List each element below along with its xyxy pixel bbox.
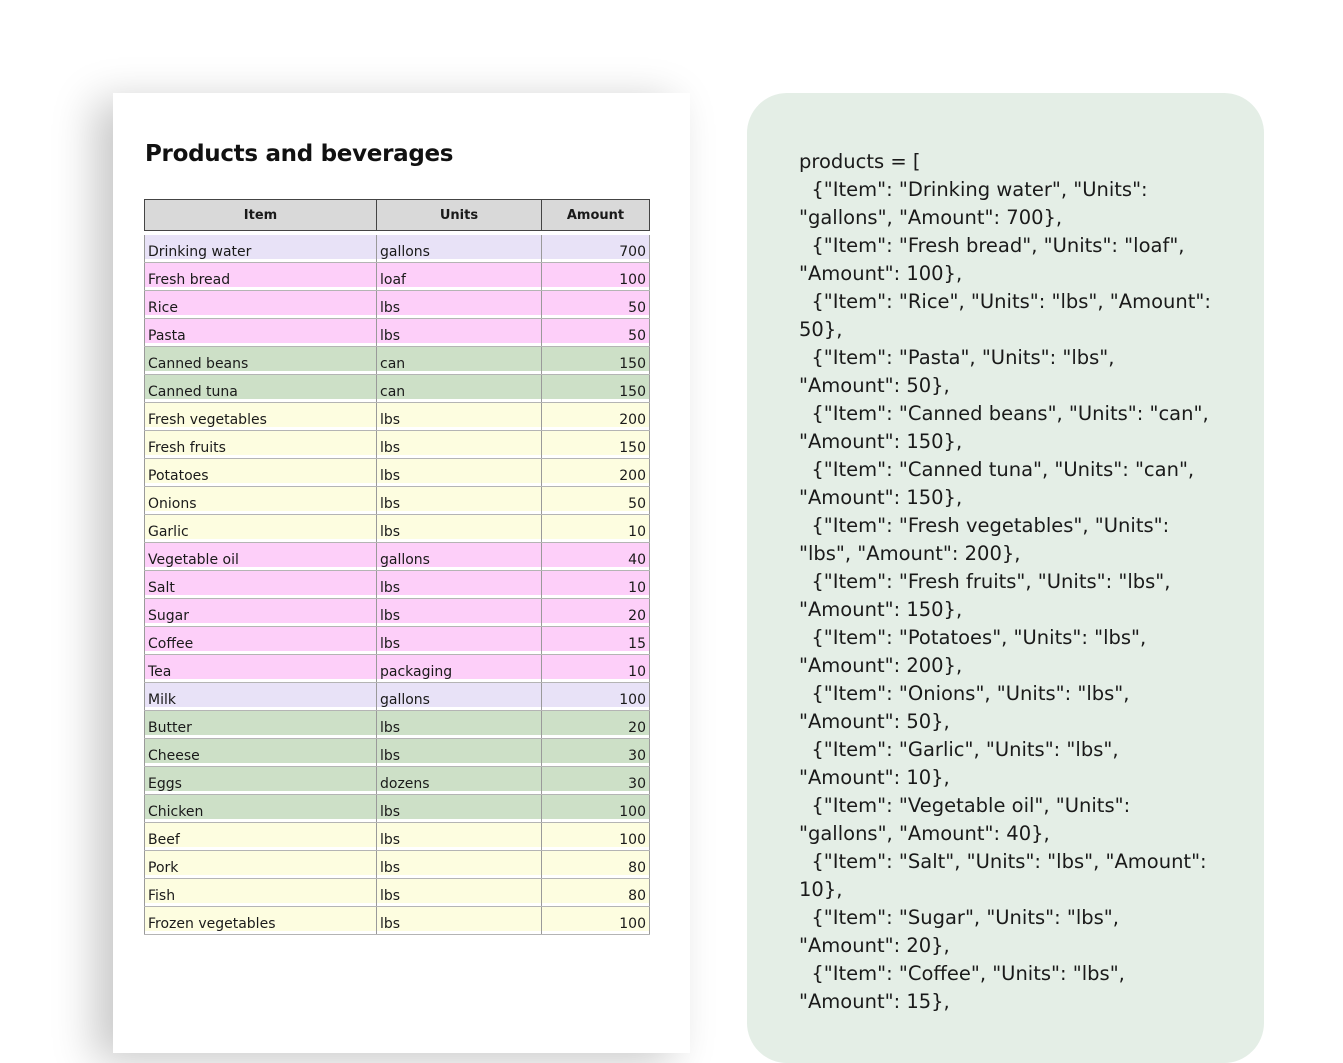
cell-units-text: lbs xyxy=(380,440,401,456)
code-line: "Amount": 200}, xyxy=(799,654,963,677)
code-line: "lbs", "Amount": 200}, xyxy=(799,542,1021,565)
cell-units-text: dozens xyxy=(380,776,430,792)
cell-units[interactable] xyxy=(377,291,542,319)
cell-amount[interactable] xyxy=(542,487,650,515)
code-line: {"Item": "Vegetable oil", "Units": xyxy=(799,794,1131,817)
cell-item-text: Canned beans xyxy=(148,356,249,372)
cell-units-text: lbs xyxy=(380,748,401,764)
table-row xyxy=(145,627,650,655)
cell-item[interactable] xyxy=(145,431,377,459)
cell-amount-text: 10 xyxy=(628,664,646,680)
cell-amount[interactable] xyxy=(542,403,650,431)
code-line: "Amount": 50}, xyxy=(799,374,950,397)
code-line: {"Item": "Drinking water", "Units": xyxy=(799,178,1148,201)
table-row xyxy=(145,403,650,431)
cell-amount-text: 700 xyxy=(619,244,646,260)
code-line: {"Item": "Pasta", "Units": "lbs", xyxy=(799,346,1115,369)
cell-amount-text: 20 xyxy=(628,608,646,624)
cell-units-text: can xyxy=(380,356,406,372)
cell-units[interactable] xyxy=(377,543,542,571)
code-panel xyxy=(747,93,1264,1063)
cell-units[interactable] xyxy=(377,739,542,767)
cell-units[interactable] xyxy=(377,711,542,739)
header-units[interactable]: Units xyxy=(377,200,542,231)
table-row xyxy=(145,515,650,543)
code-line: {"Item": "Fresh fruits", "Units": "lbs", xyxy=(799,570,1171,593)
cell-item-text: Frozen vegetables xyxy=(148,916,276,932)
cell-item[interactable] xyxy=(145,347,377,375)
header-item[interactable]: Item xyxy=(145,200,377,231)
cell-amount[interactable] xyxy=(542,459,650,487)
code-line: "Amount": 100}, xyxy=(799,262,963,285)
cell-item-text: Fish xyxy=(148,888,176,904)
cell-item-text: Eggs xyxy=(148,776,182,792)
cell-amount-text: 10 xyxy=(628,524,646,540)
code-line: products = [ xyxy=(799,150,921,173)
cell-item[interactable] xyxy=(145,291,377,319)
cell-units-text: gallons xyxy=(380,244,430,260)
table-row xyxy=(145,683,650,711)
cell-amount-text: 80 xyxy=(628,888,646,904)
cell-item-text: Pasta xyxy=(148,328,186,344)
code-line: "Amount": 150}, xyxy=(799,430,963,453)
cell-amount-text: 30 xyxy=(628,776,646,792)
cell-item[interactable] xyxy=(145,543,377,571)
table-row xyxy=(145,823,650,851)
code-line: "gallons", "Amount": 700}, xyxy=(799,206,1063,229)
cell-item-text: Milk xyxy=(148,692,176,708)
cell-item[interactable] xyxy=(145,571,377,599)
cell-units-text: lbs xyxy=(380,524,401,540)
cell-item[interactable] xyxy=(145,767,377,795)
table-row xyxy=(145,739,650,767)
cell-item-text: Vegetable oil xyxy=(148,552,239,568)
cell-units-text: lbs xyxy=(380,608,401,624)
cell-amount[interactable] xyxy=(542,711,650,739)
cell-amount[interactable] xyxy=(542,571,650,599)
code-line: {"Item": "Coffee", "Units": "lbs", xyxy=(799,962,1125,985)
cell-item-text: Cheese xyxy=(148,748,200,764)
cell-item[interactable] xyxy=(145,823,377,851)
table-row xyxy=(145,711,650,739)
code-line: {"Item": "Garlic", "Units": "lbs", xyxy=(799,738,1119,761)
cell-item[interactable] xyxy=(145,879,377,907)
code-line: {"Item": "Potatoes", "Units": "lbs", xyxy=(799,626,1147,649)
cell-units[interactable] xyxy=(377,851,542,879)
cell-units-text: lbs xyxy=(380,328,401,344)
table-row xyxy=(145,291,650,319)
cell-amount[interactable] xyxy=(542,347,650,375)
cell-amount-text: 30 xyxy=(628,748,646,764)
table-header-row xyxy=(145,200,650,231)
code-line: {"Item": "Fresh vegetables", "Units": xyxy=(799,514,1170,537)
cell-amount-text: 80 xyxy=(628,860,646,876)
cell-item[interactable] xyxy=(145,403,377,431)
table-row xyxy=(145,795,650,823)
cell-amount-text: 100 xyxy=(619,832,646,848)
code-line: {"Item": "Fresh bread", "Units": "loaf", xyxy=(799,234,1185,257)
cell-units[interactable] xyxy=(377,515,542,543)
cell-item[interactable] xyxy=(145,235,377,263)
cell-units-text: lbs xyxy=(380,300,401,316)
cell-units[interactable] xyxy=(377,571,542,599)
cell-amount[interactable] xyxy=(542,235,650,263)
code-line: 50}, xyxy=(799,318,843,341)
products-table xyxy=(144,199,650,935)
cell-units-text: lbs xyxy=(380,468,401,484)
cell-units[interactable] xyxy=(377,655,542,683)
cell-amount-text: 15 xyxy=(628,636,646,652)
cell-amount[interactable] xyxy=(542,599,650,627)
cell-item-text: Canned tuna xyxy=(148,384,238,400)
cell-units[interactable] xyxy=(377,627,542,655)
cell-amount-text: 100 xyxy=(619,804,646,820)
cell-item[interactable] xyxy=(145,319,377,347)
cell-amount-text: 150 xyxy=(619,440,646,456)
cell-item[interactable] xyxy=(145,515,377,543)
cell-units-text: lbs xyxy=(380,832,401,848)
cell-units[interactable] xyxy=(377,263,542,291)
cell-item[interactable] xyxy=(145,459,377,487)
table-row xyxy=(145,599,650,627)
cell-units-text: lbs xyxy=(380,636,401,652)
cell-units[interactable] xyxy=(377,403,542,431)
cell-units-text: loaf xyxy=(380,272,406,288)
table-row xyxy=(145,319,650,347)
cell-amount-text: 20 xyxy=(628,720,646,736)
table-row xyxy=(145,487,650,515)
cell-amount[interactable] xyxy=(542,291,650,319)
cell-amount-text: 50 xyxy=(628,328,646,344)
cell-item[interactable] xyxy=(145,683,377,711)
cell-units[interactable] xyxy=(377,683,542,711)
cell-amount-text: 40 xyxy=(628,552,646,568)
cell-units-text: lbs xyxy=(380,720,401,736)
sheet-title: Products and beverages xyxy=(145,141,454,167)
code-line: "Amount": 15}, xyxy=(799,990,950,1013)
cell-units-text: gallons xyxy=(380,692,430,708)
cell-amount-text: 10 xyxy=(628,580,646,596)
cell-item[interactable] xyxy=(145,263,377,291)
cell-amount[interactable] xyxy=(542,263,650,291)
cell-units[interactable] xyxy=(377,347,542,375)
cell-units[interactable] xyxy=(377,795,542,823)
cell-item-text: Pork xyxy=(148,860,179,876)
cell-amount[interactable] xyxy=(542,795,650,823)
cell-amount[interactable] xyxy=(542,767,650,795)
table-row xyxy=(145,767,650,795)
cell-item-text: Sugar xyxy=(148,608,189,624)
code-line: {"Item": "Canned tuna", "Units": "can", xyxy=(799,458,1195,481)
cell-units-text: lbs xyxy=(380,412,401,428)
cell-units-text: lbs xyxy=(380,916,401,932)
cell-amount[interactable] xyxy=(542,823,650,851)
cell-amount-text: 100 xyxy=(619,692,646,708)
cell-item[interactable] xyxy=(145,907,377,935)
cell-units-text: gallons xyxy=(380,552,430,568)
spreadsheet-card xyxy=(113,93,690,1053)
cell-item[interactable] xyxy=(145,795,377,823)
cell-item-text: Potatoes xyxy=(148,468,209,484)
code-line: 10}, xyxy=(799,878,843,901)
cell-amount[interactable] xyxy=(542,655,650,683)
table-row xyxy=(145,655,650,683)
header-amount[interactable]: Amount xyxy=(542,200,650,231)
cell-amount-text: 150 xyxy=(619,356,646,372)
code-line: {"Item": "Salt", "Units": "lbs", "Amount": xyxy=(799,850,1207,873)
cell-amount[interactable] xyxy=(542,851,650,879)
cell-amount[interactable] xyxy=(542,627,650,655)
table-row xyxy=(145,571,650,599)
cell-item[interactable] xyxy=(145,627,377,655)
cell-item-text: Fresh fruits xyxy=(148,440,226,456)
code-line: "Amount": 20}, xyxy=(799,934,950,957)
cell-item-text: Tea xyxy=(148,664,172,680)
cell-units[interactable] xyxy=(377,431,542,459)
cell-amount[interactable] xyxy=(542,543,650,571)
table-row xyxy=(145,235,650,263)
cell-item-text: Fresh bread xyxy=(148,272,231,288)
cell-units-text: lbs xyxy=(380,580,401,596)
table-row xyxy=(145,263,650,291)
cell-units[interactable] xyxy=(377,487,542,515)
cell-amount-text: 100 xyxy=(619,272,646,288)
code-line: {"Item": "Sugar", "Units": "lbs", xyxy=(799,906,1119,929)
cell-item-text: Drinking water xyxy=(148,244,252,260)
cell-units[interactable] xyxy=(377,823,542,851)
cell-units-text: lbs xyxy=(380,804,401,820)
cell-item-text: Rice xyxy=(148,300,178,316)
cell-units[interactable] xyxy=(377,879,542,907)
cell-units[interactable] xyxy=(377,767,542,795)
cell-item-text: Butter xyxy=(148,720,192,736)
table-body xyxy=(145,231,650,935)
cell-units-text: packaging xyxy=(380,664,453,680)
cell-units[interactable] xyxy=(377,907,542,935)
cell-item[interactable] xyxy=(145,375,377,403)
code-line: {"Item": "Rice", "Units": "lbs", "Amount": xyxy=(799,290,1211,313)
cell-units-text: can xyxy=(380,384,406,400)
cell-units-text: lbs xyxy=(380,496,401,512)
cell-item[interactable] xyxy=(145,655,377,683)
cell-units-text: lbs xyxy=(380,888,401,904)
cell-amount-text: 150 xyxy=(619,384,646,400)
cell-amount[interactable] xyxy=(542,319,650,347)
code-line: "Amount": 50}, xyxy=(799,710,950,733)
cell-amount[interactable] xyxy=(542,907,650,935)
cell-item[interactable] xyxy=(145,711,377,739)
cell-units-text: lbs xyxy=(380,860,401,876)
cell-units[interactable] xyxy=(377,319,542,347)
cell-item-text: Onions xyxy=(148,496,197,512)
code-line: "Amount": 150}, xyxy=(799,598,963,621)
table-row xyxy=(145,907,650,935)
cell-item[interactable] xyxy=(145,599,377,627)
cell-amount[interactable] xyxy=(542,879,650,907)
cell-item[interactable] xyxy=(145,739,377,767)
cell-amount-text: 50 xyxy=(628,496,646,512)
cell-amount-text: 100 xyxy=(619,916,646,932)
table-row xyxy=(145,459,650,487)
cell-units[interactable] xyxy=(377,459,542,487)
code-block xyxy=(799,148,1239,1016)
cell-item-text: Chicken xyxy=(148,804,204,820)
table-row xyxy=(145,879,650,907)
cell-units[interactable] xyxy=(377,599,542,627)
cell-amount-text: 200 xyxy=(619,412,646,428)
cell-amount[interactable] xyxy=(542,739,650,767)
cell-units[interactable] xyxy=(377,375,542,403)
code-line: "Amount": 10}, xyxy=(799,766,950,789)
cell-amount[interactable] xyxy=(542,375,650,403)
cell-amount-text: 200 xyxy=(619,468,646,484)
cell-units[interactable] xyxy=(377,235,542,263)
cell-item-text: Coffee xyxy=(148,636,194,652)
cell-item[interactable] xyxy=(145,851,377,879)
cell-item-text: Garlic xyxy=(148,524,189,540)
cell-amount-text: 50 xyxy=(628,300,646,316)
code-line: {"Item": "Onions", "Units": "lbs", xyxy=(799,682,1130,705)
table-row xyxy=(145,543,650,571)
cell-amount[interactable] xyxy=(542,515,650,543)
table-row xyxy=(145,375,650,403)
table-row xyxy=(145,347,650,375)
cell-item-text: Fresh vegetables xyxy=(148,412,267,428)
cell-amount[interactable] xyxy=(542,431,650,459)
cell-item-text: Beef xyxy=(148,832,180,848)
table-row xyxy=(145,431,650,459)
cell-amount[interactable] xyxy=(542,683,650,711)
table-row xyxy=(145,851,650,879)
code-line: "gallons", "Amount": 40}, xyxy=(799,822,1050,845)
cell-item-text: Salt xyxy=(148,580,175,596)
cell-item[interactable] xyxy=(145,487,377,515)
code-line: "Amount": 150}, xyxy=(799,486,963,509)
code-line: {"Item": "Canned beans", "Units": "can", xyxy=(799,402,1209,425)
